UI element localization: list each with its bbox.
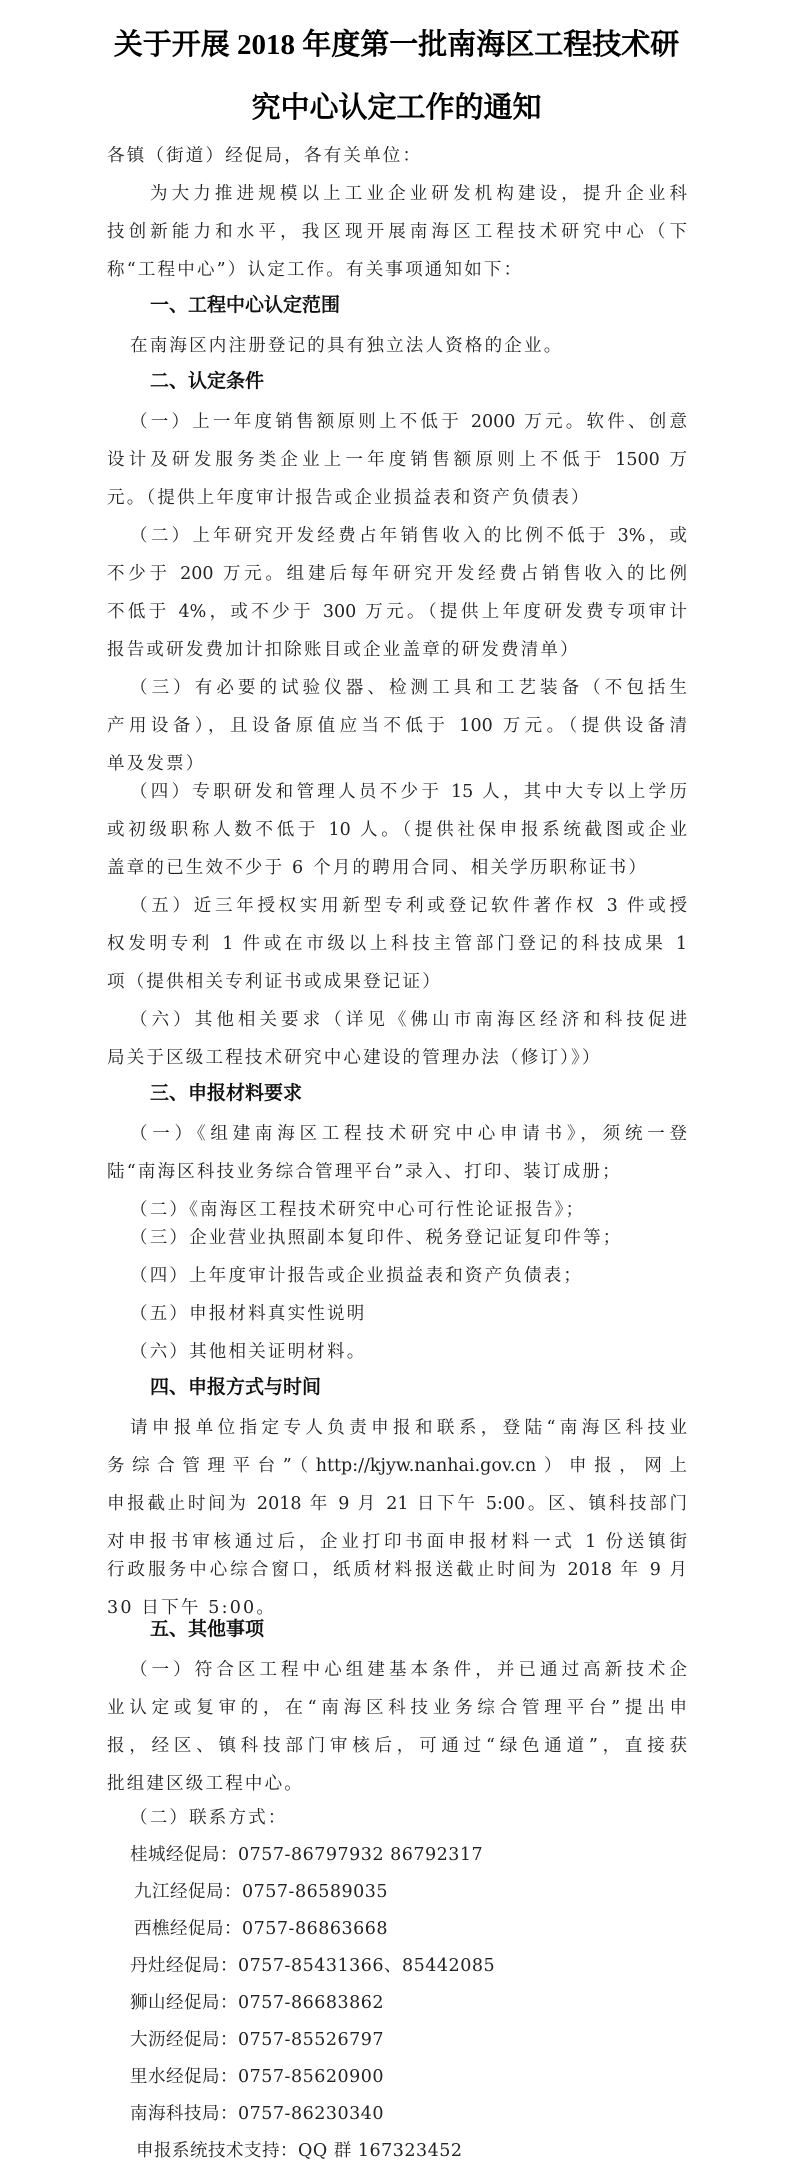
contact-org: 九江经促局 <box>134 1882 224 1902</box>
section-1-text: 在南海区内注册登记的具有独立法人资格的企业。 <box>130 336 564 356</box>
contact-phone: 0757-86863668 <box>242 1919 389 1939</box>
condition-4-line-3: 盖章的已生效不少于 6 个月的聘用合同、相关学历职称证书） <box>107 858 649 878</box>
condition-3-line-3: 单及发票） <box>107 754 206 774</box>
contact-row: 西樵经促局：0757-86863668 <box>134 1919 389 1939</box>
condition-3-line-1: （三）有必要的试验仪器、检测工具和工艺装备（不包括生 <box>130 678 687 698</box>
submission-line-2: 务综合管理平台”（http://kjyw.nanhai.gov.cn）申报，网上 <box>107 1456 687 1476</box>
contact-org: 里水经促局 <box>130 2067 220 2087</box>
other-1-line-1: （一）符合区工程中心组建基本条件，并已通过高新技术企 <box>130 1660 687 1680</box>
section-heading-5: 五、其他事项 <box>150 1618 265 1640</box>
condition-4-line-1: （四）专职研发和管理人员不少于 15 人，其中大专以上学历 <box>130 782 687 802</box>
condition-3-line-2: 产用设备），且设备原值应当不低于 100 万元。（提供设备清 <box>107 716 687 736</box>
section-heading-1: 一、工程中心认定范围 <box>150 294 341 316</box>
contact-org: 大沥经促局 <box>130 2030 220 2050</box>
submission-line-4: 对申报书审核通过后，企业打印书面申报材料一式 1 份送镇街 <box>107 1532 687 1552</box>
material-3: （三）企业营业执照副本复印件、税务登记证复印件等； <box>130 1228 623 1248</box>
contact-phone: 0757-85620900 <box>238 2067 385 2087</box>
intro-line-1: 为大力推进规模以上工业企业研发机构建设，提升企业科 <box>150 184 687 204</box>
material-5: （五）申报材料真实性说明 <box>130 1304 367 1324</box>
tech-support: 申报系统技术支持：QQ 群 167323452 <box>136 2141 463 2161</box>
condition-1-line-3: 元。（提供上年度审计报告或企业损益表和资产负债表） <box>107 488 591 508</box>
contact-phone: 0757-86230340 <box>238 2104 385 2124</box>
contact-org: 西樵经促局 <box>134 1919 224 1939</box>
document-title-line-2: 究中心认定工作的通知 <box>251 92 542 124</box>
material-6: （六）其他相关证明材料。 <box>130 1342 367 1362</box>
intro-line-3: 称“工程中心”）认定工作。有关事项通知如下： <box>107 260 524 280</box>
material-1-line-2: 陆“南海区科技业务综合管理平台”录入、打印、装订成册； <box>107 1162 622 1182</box>
section-heading-2: 二、认定条件 <box>150 370 265 392</box>
contact-org: 桂城经促局 <box>130 1845 220 1865</box>
condition-4-line-2: 或初级职称人数不低于 10 人。（提供社保申报系统截图或企业 <box>107 820 687 840</box>
other-1-line-4: 批组建区级工程中心。 <box>107 1774 304 1794</box>
contact-row: 丹灶经促局：0757-85431366、85442085 <box>130 1956 496 1976</box>
section-heading-3: 三、申报材料要求 <box>150 1082 303 1104</box>
material-4: （四）上年度审计报告或企业损益表和资产负债表； <box>130 1266 584 1286</box>
material-1-line-1: （一）《组建南海区工程技术研究中心申请书》，须统一登 <box>130 1124 687 1144</box>
condition-1-line-2: 设计及研发服务类企业上一年度销售额原则上不低于 1500 万 <box>107 450 687 470</box>
salutation: 各镇（街道）经促局，各有关单位： <box>107 146 423 166</box>
condition-2-line-4: 报告或研发费加计扣除账目或企业盖章的研发费清单） <box>107 640 580 660</box>
submission-line-1: 请申报单位指定专人负责申报和联系，登陆“南海区科技业 <box>130 1418 687 1438</box>
contact-row: 大沥经促局：0757-85526797 <box>130 2030 385 2050</box>
contact-row: 九江经促局：0757-86589035 <box>134 1882 389 1902</box>
contact-phone: 0757-85526797 <box>238 2030 385 2050</box>
contact-phone: 0757-86797932 86792317 <box>238 1845 484 1865</box>
contact-org: 南海科技局 <box>130 2104 220 2124</box>
other-1-line-2: 业认定或复审的，在“南海区科技业务综合管理平台”提出申 <box>107 1698 687 1718</box>
condition-5-line-1: （五）近三年授权实用新型专利或登记软件著作权 3 件或授 <box>130 896 687 916</box>
contact-row: 南海科技局：0757-86230340 <box>130 2104 385 2124</box>
contact-phone: 0757-86683862 <box>238 1993 385 2013</box>
contact-heading: （二）联系方式： <box>130 1808 288 1828</box>
condition-6-line-1: （六）其他相关要求（详见《佛山市南海区经济和科技促进 <box>130 1010 687 1030</box>
condition-5-line-2: 权发明专利 1 件或在市级以上科技主管部门登记的科技成果 1 <box>107 934 687 954</box>
other-1-line-3: 报，经区、镇科技部门审核后，可通过“绿色通道”，直接获 <box>107 1736 687 1756</box>
submission-line-6: 30 日下午 5:00。 <box>107 1598 277 1618</box>
condition-2-line-3: 不低于 4%，或不少于 300 万元。（提供上年度研发费专项审计 <box>107 602 687 622</box>
submission-line-3: 申报截止时间为 2018 年 9 月 21 日下午 5:00。区、镇科技部门 <box>107 1494 687 1514</box>
document-title-line-1: 关于开展 2018 年度第一批南海区工程技术研 <box>113 29 680 61</box>
submission-line-5: 行政服务中心综合窗口，纸质材料报送截止时间为 2018 年 9 月 <box>107 1560 687 1580</box>
contact-row: 里水经促局：0757-85620900 <box>130 2067 385 2087</box>
condition-5-line-3: 项（提供相关专利证书或成果登记证） <box>107 972 442 992</box>
condition-6-line-2: 局关于区级工程技术研究中心建设的管理办法（修订）》） <box>107 1048 602 1068</box>
intro-line-2: 技创新能力和水平，我区现开展南海区工程技术研究中心（下 <box>107 222 687 242</box>
contact-phone: 0757-85431366、85442085 <box>238 1956 496 1976</box>
material-2: （二）《南海区工程技术研究中心可行性论证报告》； <box>130 1200 586 1220</box>
contact-row: 桂城经促局：0757-86797932 86792317 <box>130 1845 484 1865</box>
contact-phone: 0757-86589035 <box>242 1882 389 1902</box>
condition-2-line-2: 不少于 200 万元。组建后每年研究开发经费占销售收入的比例 <box>107 564 687 584</box>
condition-2-line-1: （二）上年研究开发经费占年销售收入的比例不低于 3%，或 <box>130 526 687 546</box>
contact-row: 狮山经促局：0757-86683862 <box>130 1993 385 2013</box>
contact-org: 丹灶经促局 <box>130 1956 220 1976</box>
contact-org: 狮山经促局 <box>130 1993 220 2013</box>
condition-1-line-1: （一）上一年度销售额原则上不低于 2000 万元。软件、创意 <box>130 412 687 432</box>
section-heading-4: 四、申报方式与时间 <box>150 1376 322 1398</box>
